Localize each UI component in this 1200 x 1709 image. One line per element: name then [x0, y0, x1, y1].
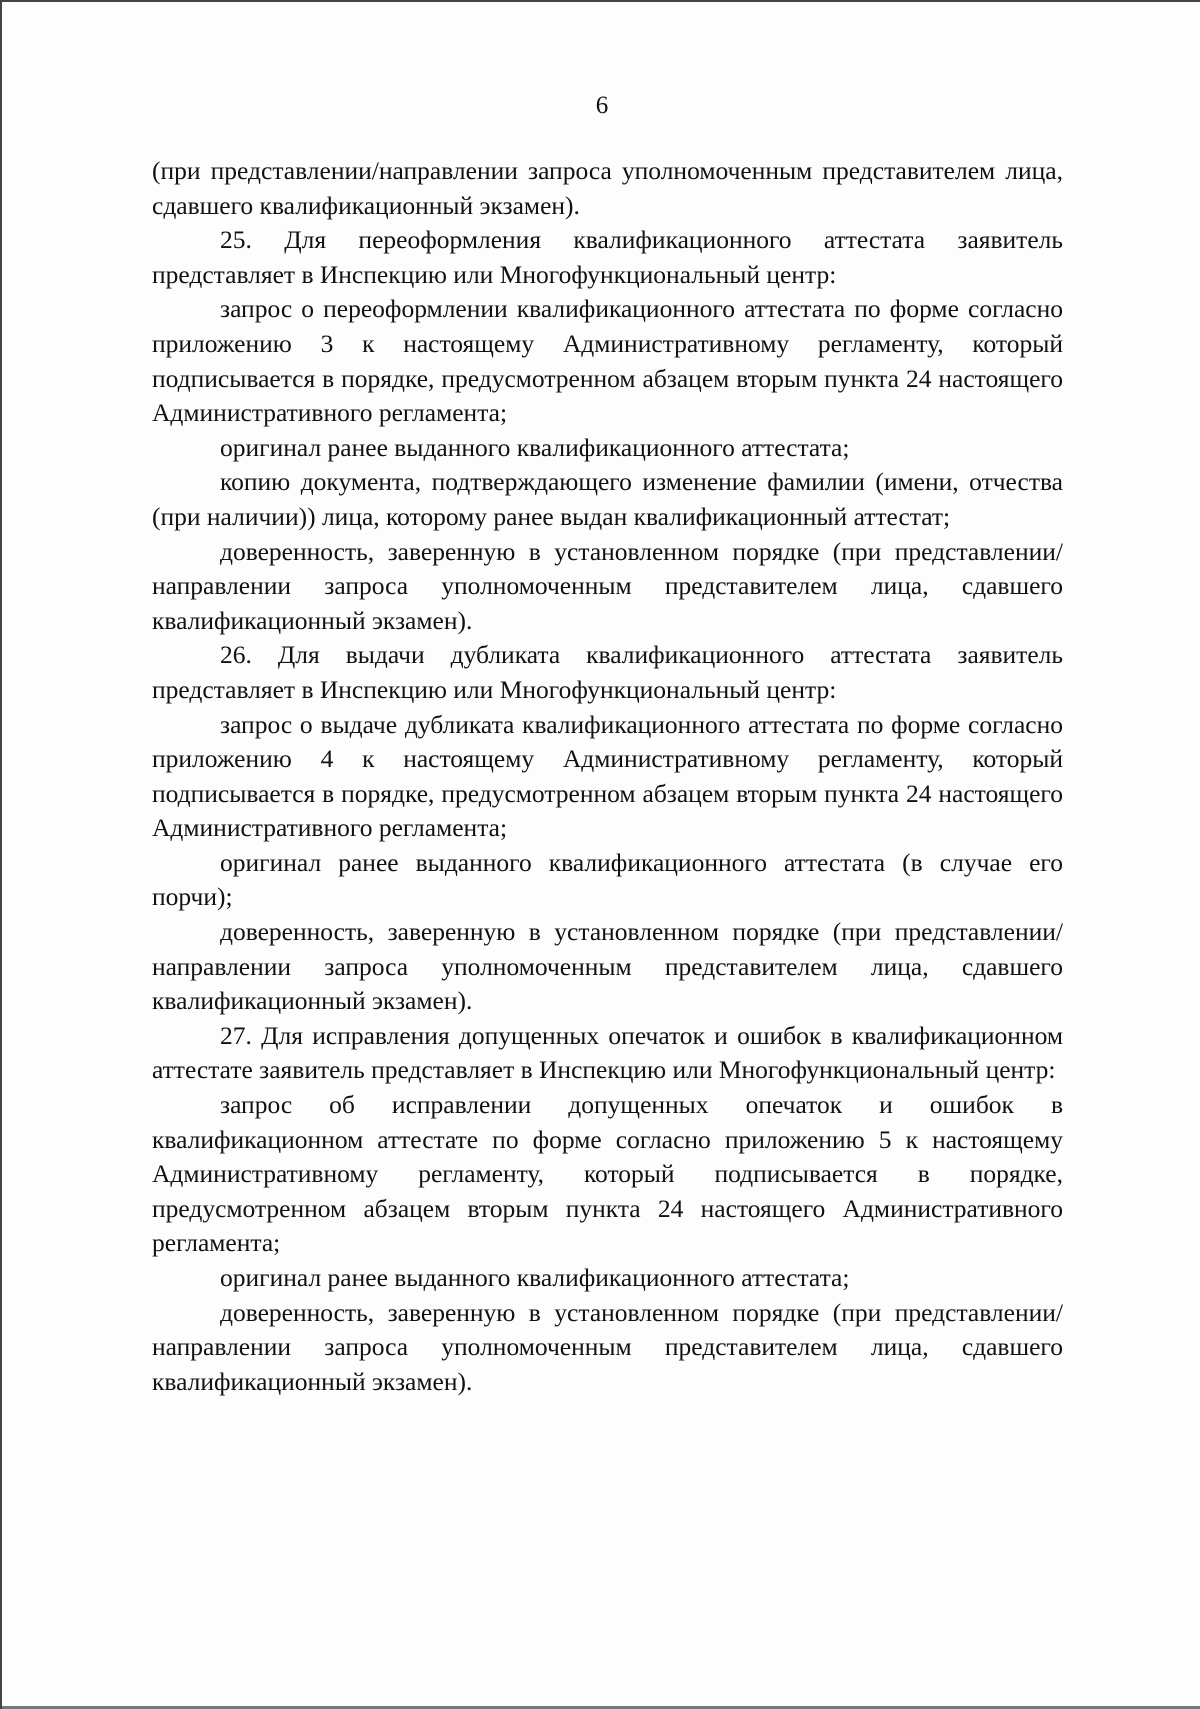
paragraph-power-of-attorney: доверенность, заверенную в установленном порядке (при представлении/направлении запроса уполномоченным представителем лица, сдавшего квалификационный экзамен).	[152, 536, 1063, 635]
paragraph-original-certificate: оригинал ранее выданного квалификационного аттестата;	[220, 432, 850, 462]
paragraph-item-25: 25. Для переоформления квалификационного аттестата заявитель представляет в Инспекцию или Многофункциональный центр:	[152, 225, 1063, 289]
paragraph-item-26: 26. Для выдачи дубликата квалификационного аттестата заявитель представляет в Инспекцию или Многофункциональный центр:	[152, 640, 1063, 704]
paragraph-request-reissue: запрос о переоформлении квалификационного аттестата по форме согласно приложению 3 к настоящему Административному регламенту, который подписывается в порядке, предусмотренном абзацем вторым пункта 24 настоящего Административного регламента;	[152, 294, 1063, 428]
paragraph-original-damaged: оригинал ранее выданного квалификационного аттестата (в случае его порчи);	[152, 847, 1063, 912]
paragraph-continuation: (при представлении/направлении запроса уполномоченным представителем лица, сдавшего квалификационный экзамен).	[152, 156, 1063, 220]
page-number: 6	[595, 92, 609, 119]
paragraph-original-certificate: оригинал ранее выданного квалификационного аттестата;	[220, 1263, 850, 1292]
paragraph-power-of-attorney: доверенность, заверенную в установленном порядке (при представлении/направлении запроса уполномоченным представителем лица, сдавшего квалификационный экзамен).	[152, 917, 1063, 1016]
paragraph-power-of-attorney: доверенность, заверенную в установленном порядке (при представлении/направлении запроса уполномоченным представителем лица, сдавшего квалификационный экзамен).	[152, 1297, 1063, 1396]
paragraph-item-27: 27. Для исправления допущенных опечаток и ошибок в квалификационном аттестате заявитель представляет в Инспекцию или Многофункциональный центр:	[152, 1020, 1063, 1085]
document-body	[152, 154, 1063, 1399]
paragraph-request-correction: запрос об исправлении допущенных опечаток и ошибок в квалификационном аттестате по форме согласно приложению 5 к настоящему Административному регламенту, который подписывается в порядке, предусмотренном абзацем вторым пункта 24 настоящего Административного регламента;	[152, 1090, 1063, 1258]
paragraph-request-duplicate: запрос о выдаче дубликата квалификационного аттестата по форме согласно приложению 4 к настоящему Административному регламенту, который подписывается в порядке, предусмотренном абзацем вторым пункта 24 настоящего Административного регламента;	[152, 709, 1063, 843]
paragraph-name-change-document: копию документа, подтверждающего изменение фамилии (имени, отчества (при наличии)) лица, которому ранее выдан квалификационный аттестат;	[152, 467, 1063, 531]
